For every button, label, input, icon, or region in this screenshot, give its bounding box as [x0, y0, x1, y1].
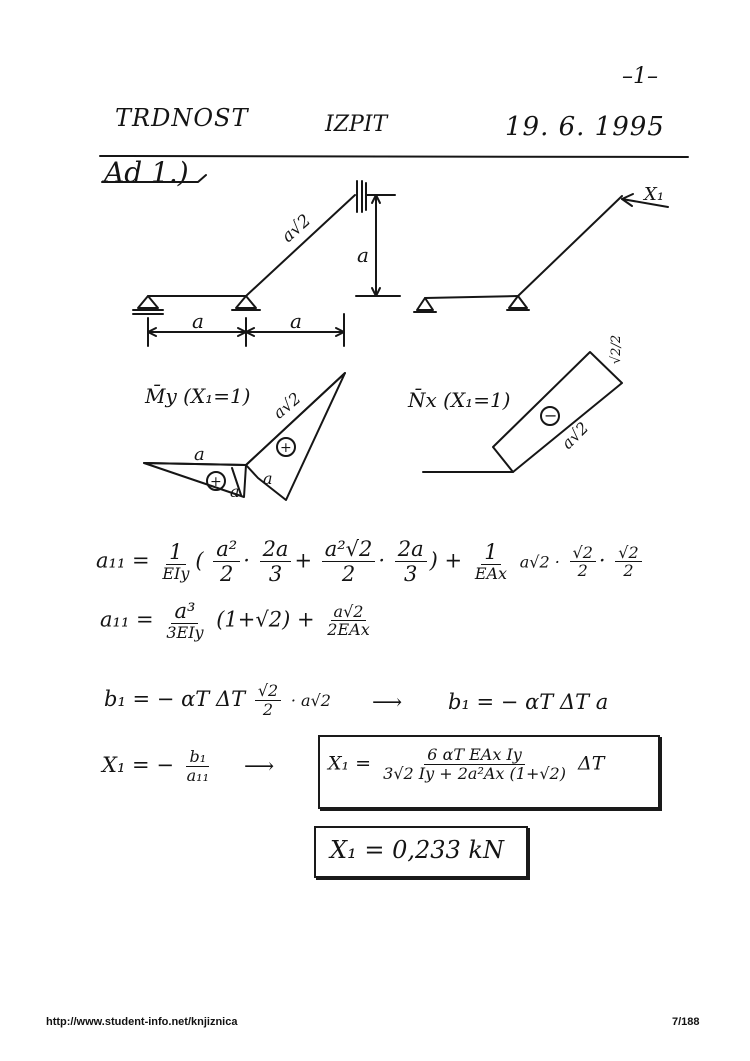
- equation-a11-full: a₁₁ = $\frac{1}{\text{EIy}}$ ( $\frac{\text{a²}}{2}$ · $\frac{2a}{3}$ + $\frac{\text{a²√2}}{2}$ · $\frac{2a}{3}$ ) + $\frac{1}{\text{EAx}}$ a√2 · $\frac{√2}{2}$ · $\frac{√2}{2}$: [96, 538, 645, 586]
- moment-label-a-top: a: [194, 444, 205, 465]
- exam-title: IZPIT: [325, 112, 388, 137]
- svg-text:+: +: [280, 440, 292, 456]
- svg-text:+: +: [210, 474, 222, 490]
- x1-label: X₁: [644, 184, 665, 205]
- equation-x1: X₁ = − $\frac{\text{b₁}}{\text{a₁₁}}$: [102, 747, 209, 785]
- subject-title: TRDNOST: [115, 104, 249, 132]
- boxed-x1-content: X₁ = $\frac{\text{6 αT EAx Iy}}{\text{3√2 Iy + 2a²Ax (1+√2)}}$ ΔT: [328, 745, 605, 783]
- dim-a-right: a: [290, 309, 302, 333]
- arrow-b1: ⟶: [372, 690, 403, 714]
- exam-date: 19. 6. 1995: [505, 112, 665, 142]
- page-number-mark: –1–: [622, 64, 658, 89]
- footer-page-number: 7/188: [672, 1016, 700, 1028]
- x1-value-text: X₁ = 0,233 kN: [330, 836, 504, 864]
- moment-label-a-mid: a: [263, 469, 273, 488]
- left-support: [138, 296, 158, 308]
- inclined-length-label: a√2: [277, 210, 315, 247]
- header-rule: [100, 156, 688, 157]
- released-beam: [425, 296, 518, 298]
- footer-url[interactable]: http://www.student-info.net/knjiznica: [46, 1016, 238, 1028]
- dim-a-vertical: a: [357, 243, 369, 267]
- released-inclined-bar: [518, 196, 622, 296]
- svg-text:−: −: [544, 406, 558, 425]
- inclined-bar: [246, 195, 355, 296]
- normal-value-top: √2/2: [609, 334, 625, 365]
- normal-label-incl: a√2: [557, 418, 593, 453]
- section-underline: [102, 175, 206, 182]
- equation-b1-result: b₁ = − αT ΔT a: [448, 690, 609, 714]
- dim-a-left: a: [192, 309, 204, 333]
- arrow-x1: ⟶: [244, 754, 275, 778]
- equation-a11-short: a₁₁ = $\frac{\text{a³}}{\text{3EIy}}$ (1+√2) + $\frac{a√2}{\text{2EAx}}$: [100, 599, 370, 643]
- normal-diagram-caption: N̄x (X₁=1): [408, 388, 511, 412]
- moment-diagram-caption: M̄y (X₁=1): [145, 384, 251, 408]
- middle-support: [236, 296, 256, 308]
- moment-label-a-corner: a: [230, 482, 240, 501]
- equation-b1: b₁ = − αT ΔT $\frac{√2}{2}$ · a√2: [104, 681, 331, 719]
- section-title: Ad 1.): [104, 156, 189, 189]
- moment-label-incl: a√2: [269, 388, 305, 423]
